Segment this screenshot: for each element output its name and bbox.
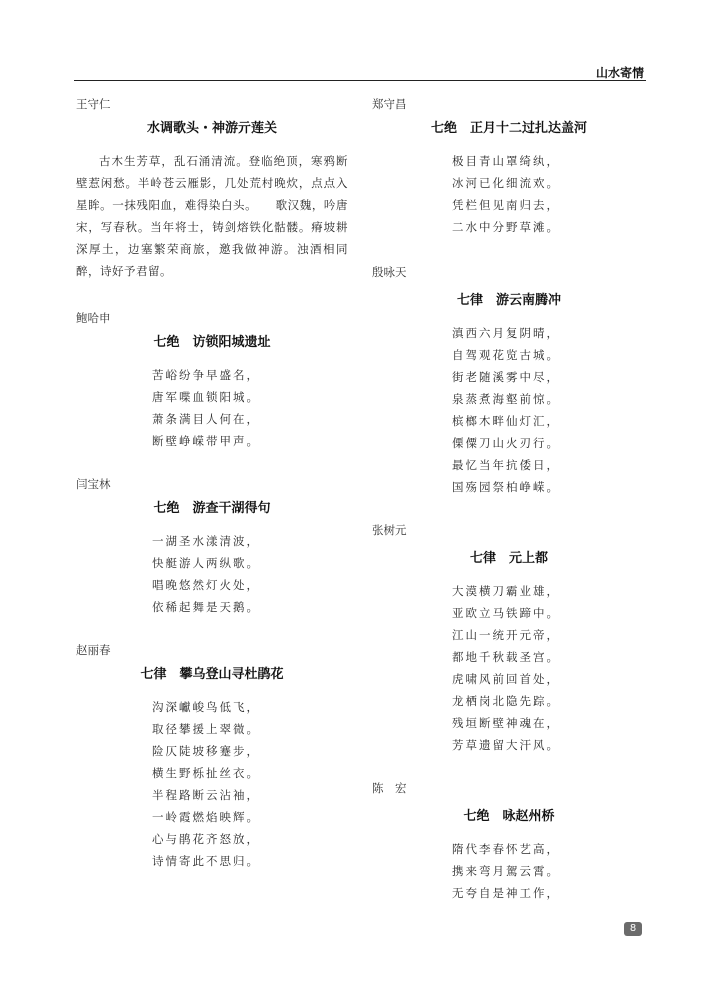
poem-line: 极目青山罩绮纨， <box>452 154 560 168</box>
poem-title: 七绝 正月十二过扎达盖河 <box>430 121 587 136</box>
poem-line: 唐军喋血锁阳城。 <box>152 390 260 404</box>
poem-line: 断壁峥嵘带甲声。 <box>152 434 260 448</box>
poem-prose: 古木生芳草，乱石涌清流。登临绝顶，寒鸦断壁惹闲愁。半岭苍云雁影，几处荒村晚炊，点点入星眸。一抹残阳血，难得染白头。 歌汉魏，吟唐宋，写春秋。当年将士，铸剑熔铁化骷髅。瘠坡耕深厚土，边塞繁荣商旅，邀我做神游。浊酒相同醉，诗好予君留。 <box>76 154 348 278</box>
poem-line: 诗情寄此不思归。 <box>152 854 260 868</box>
left-column <box>76 96 348 872</box>
poem-line: 苦峪纷争早盛名， <box>152 368 260 382</box>
poem-line: 虎啸风前回首处， <box>452 672 560 686</box>
poem-lines <box>76 696 348 872</box>
poem-7 <box>372 522 646 756</box>
poem-author: 陈 宏 <box>372 781 407 795</box>
poem-title: 七绝 咏赵州桥 <box>463 809 555 824</box>
poem-line: 国殇园祭柏峥嵘。 <box>452 480 560 494</box>
poem-line: 龙栖岗北隐先踪。 <box>452 694 560 708</box>
poem-1 <box>76 96 348 282</box>
right-column <box>372 96 646 904</box>
poem-lines <box>76 364 348 452</box>
poem-line: 凭栏但见南归去， <box>452 198 560 212</box>
poem-line: 快艇游人两纵歌。 <box>152 556 260 570</box>
poem-line: 携来弯月駕云霄。 <box>452 864 560 878</box>
poem-line: 自驾观花览古城。 <box>452 348 560 362</box>
poem-lines <box>372 150 646 238</box>
poem-line: 横生野栎扯丝衣。 <box>152 766 260 780</box>
poem-lines <box>76 530 348 618</box>
poem-author: 赵丽春 <box>76 643 111 657</box>
poem-line: 大漠横刀霸业雄， <box>452 584 560 598</box>
poem-lines <box>372 838 646 904</box>
poem-line: 冰河已化细流欢。 <box>452 176 560 190</box>
page-number-badge: 8 <box>624 922 642 936</box>
poem-line: 芳草遗留大汗风。 <box>452 738 560 752</box>
poem-line: 街老随溪雾中尽， <box>452 370 560 384</box>
poem-line: 险仄陡坡移蹇步， <box>152 744 260 758</box>
poem-line: 沟深巘峻鸟低飞， <box>152 700 260 714</box>
poem-line: 最忆当年抗倭日， <box>452 458 560 472</box>
poem-line: 取径攀援上翠微。 <box>152 722 260 736</box>
poem-author: 殷咏天 <box>372 265 407 279</box>
poem-line: 泉蒸煮海壑前惊。 <box>452 392 560 406</box>
poem-line: 亚欧立马铁蹄中。 <box>452 606 560 620</box>
header-divider <box>74 80 646 81</box>
poem-6 <box>372 264 646 498</box>
poem-title: 七绝 游查干湖得句 <box>153 501 271 516</box>
poem-line: 都地千秋载圣宫。 <box>452 650 560 664</box>
poem-title: 水调歌头・神游亓莲关 <box>146 121 277 136</box>
poem-line: 萧条满目人何在， <box>152 412 260 426</box>
poem-title: 七绝 访锁阳城遗址 <box>153 335 271 350</box>
section-title: 山水寄情 <box>595 66 644 80</box>
poem-line: 残垣断壁神魂在， <box>452 716 560 730</box>
poem-line: 无夸自是神工作， <box>452 886 560 900</box>
poem-line: 一湖圣水漾清波， <box>152 534 260 548</box>
poem-line: 一岭霞燃焰映辉。 <box>152 810 260 824</box>
poem-2 <box>76 310 348 452</box>
poem-title: 七律 攀乌登山寻杜鹃花 <box>140 667 284 682</box>
poem-line: 滇西六月复阴晴， <box>452 326 560 340</box>
poem-line: 依稀起舞是天鹅。 <box>152 600 260 614</box>
poem-4 <box>76 642 348 872</box>
poem-title: 七律 游云南腾冲 <box>456 293 561 308</box>
poem-8 <box>372 780 646 904</box>
poem-line: 江山一统开元帝， <box>452 628 560 642</box>
poem-line: 半程路断云沾袖， <box>152 788 260 802</box>
poem-author: 鲍哈申 <box>76 311 111 325</box>
poem-line: 唱晚悠然灯火处， <box>152 578 260 592</box>
poem-author: 张树元 <box>372 523 407 537</box>
poem-line: 槟榔木畔仙灯汇， <box>452 414 560 428</box>
poem-line: 心与鹃花齐怒放， <box>152 832 260 846</box>
poem-3 <box>76 476 348 618</box>
poem-author: 王守仁 <box>76 97 111 111</box>
poem-author: 闫宝林 <box>76 477 111 491</box>
poem-line: 傈僳刀山火刃行。 <box>452 436 560 450</box>
poem-line: 隋代李春怀艺高， <box>452 842 560 856</box>
poem-lines <box>372 580 646 756</box>
poem-lines <box>372 322 646 498</box>
poem-line: 二水中分野草滩。 <box>452 220 560 234</box>
poem-5 <box>372 96 646 238</box>
poem-title: 七律 元上都 <box>469 551 548 566</box>
poem-author: 郑守昌 <box>372 97 407 111</box>
